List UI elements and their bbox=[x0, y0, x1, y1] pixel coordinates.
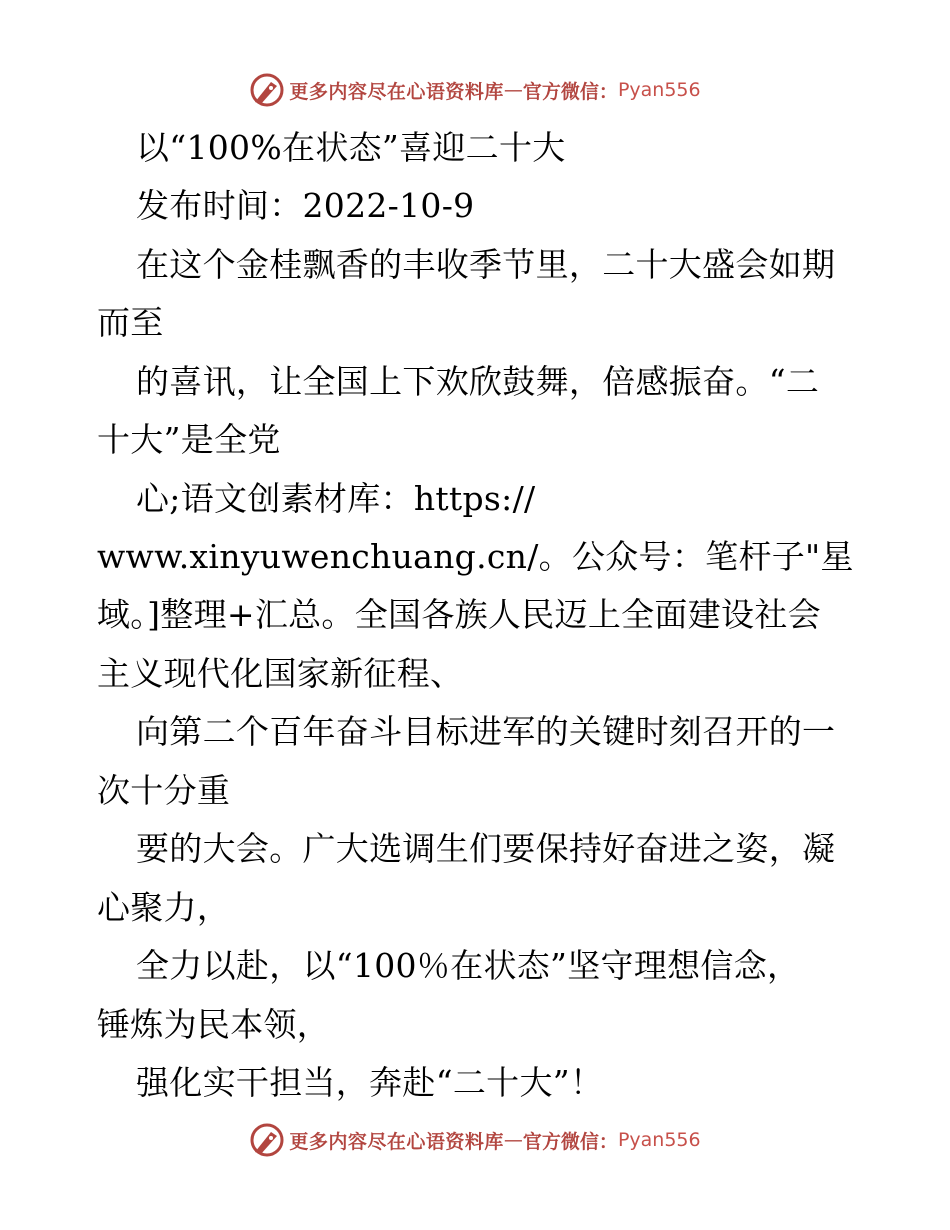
watermark-official-label: 官方微信： bbox=[522, 1130, 618, 1153]
watermark-site-name: 更多内容尽在心语资料库 bbox=[289, 80, 504, 103]
paragraph-line: 锤炼为民本领， bbox=[97, 1005, 331, 1044]
paragraph-line: 在这个金桂飘香的丰收季节里，二十大盛会如期 bbox=[136, 245, 836, 284]
paragraph-line: 全力以赴，以“100％在状态”坚守理想信念， bbox=[136, 946, 801, 985]
watermark-wechat-id: Pyan556 bbox=[617, 79, 701, 101]
watermark-official-label: 官方微信： bbox=[522, 80, 618, 103]
paragraph-line: 次十分重 bbox=[97, 771, 231, 810]
watermark-footer bbox=[0, 1120, 950, 1160]
watermark-header bbox=[0, 70, 950, 110]
paragraph-line: 的喜讯，让全国上下欢欣鼓舞，倍感振奋。“二 bbox=[136, 362, 820, 401]
paragraph-line: 主义现代化国家新征程、 bbox=[97, 654, 464, 693]
paragraph-line: 心聚力， bbox=[97, 888, 231, 927]
watermark-wechat-id: Pyan556 bbox=[617, 1129, 701, 1151]
watermark-dash: — bbox=[503, 79, 523, 101]
watermark-dash: — bbox=[503, 1129, 523, 1151]
paragraph-line: www.xinyuwenchuang.cn/。公众号：笔杆子"星 bbox=[97, 537, 854, 576]
paragraph-line: 域。]整理+汇总。全国各族人民迈上全面建设社会 bbox=[97, 595, 821, 634]
watermark-site-name: 更多内容尽在心语资料库 bbox=[289, 1130, 504, 1153]
paragraph-line: 向第二个百年奋斗目标进军的关键时刻召开的一 bbox=[136, 712, 836, 751]
paragraph-line: 十大”是全党 bbox=[97, 420, 281, 459]
paragraph-line: 心;语文创素材库：https:// bbox=[136, 479, 536, 518]
paragraph-line: 要的大会。广大选调生们要保持好奋进之姿，凝 bbox=[136, 829, 836, 868]
article-title: 以“100%在状态”喜迎二十大 bbox=[136, 128, 566, 167]
pen-nib-logo-icon bbox=[249, 1122, 285, 1158]
pen-nib-logo-icon bbox=[249, 72, 285, 108]
publish-date: 发布时间：2022-10-9 bbox=[136, 186, 475, 225]
paragraph-line: 而至 bbox=[97, 303, 164, 342]
paragraph-line: 强化实干担当，奔赴“二十大”！ bbox=[136, 1063, 604, 1102]
